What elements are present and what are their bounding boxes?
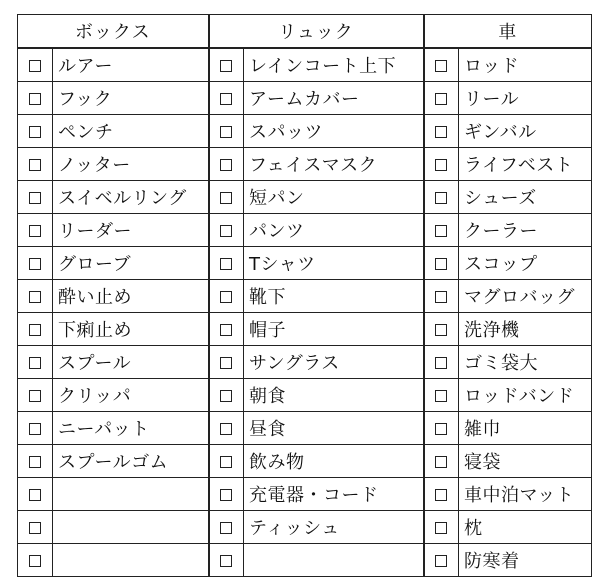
backpack-item-checkbox[interactable] — [220, 324, 232, 336]
box-item-checkbox[interactable] — [29, 357, 41, 369]
box-item-label — [53, 544, 209, 577]
box-checkbox-cell — [18, 280, 53, 313]
car-item-label: スコップ — [459, 247, 592, 280]
car-checkbox-cell — [424, 247, 459, 280]
backpack-item-label: 帽子 — [244, 313, 424, 346]
box-item-checkbox[interactable] — [29, 522, 41, 534]
box-item-checkbox[interactable] — [29, 126, 41, 138]
car-checkbox-cell — [424, 280, 459, 313]
car-checkbox-cell — [424, 379, 459, 412]
car-item-label: ギンバル — [459, 115, 592, 148]
backpack-item-checkbox[interactable] — [220, 555, 232, 567]
backpack-item-checkbox[interactable] — [220, 522, 232, 534]
table-row — [18, 379, 592, 412]
backpack-item-label: スパッツ — [244, 115, 424, 148]
header-backpack: リュック — [209, 15, 424, 49]
car-item-label: マグロバッグ — [459, 280, 592, 313]
box-item-label — [53, 478, 209, 511]
backpack-checkbox-cell — [209, 544, 244, 577]
box-item-label: 下痢止め — [53, 313, 209, 346]
car-item-checkbox[interactable] — [435, 126, 447, 138]
backpack-item-checkbox[interactable] — [220, 159, 232, 171]
backpack-checkbox-cell — [209, 148, 244, 181]
backpack-item-checkbox[interactable] — [220, 357, 232, 369]
table-row — [18, 511, 592, 544]
backpack-item-label — [244, 544, 424, 577]
box-item-checkbox[interactable] — [29, 423, 41, 435]
backpack-checkbox-cell — [209, 115, 244, 148]
box-checkbox-cell — [18, 247, 53, 280]
car-item-checkbox[interactable] — [435, 456, 447, 468]
car-item-label: 雑巾 — [459, 412, 592, 445]
table-row — [18, 181, 592, 214]
backpack-checkbox-cell — [209, 313, 244, 346]
table-row — [18, 280, 592, 313]
box-item-checkbox[interactable] — [29, 324, 41, 336]
car-checkbox-cell — [424, 148, 459, 181]
backpack-item-label: アームカバー — [244, 82, 424, 115]
backpack-checkbox-cell — [209, 247, 244, 280]
table-row — [18, 544, 592, 577]
table-row — [18, 445, 592, 478]
car-checkbox-cell — [424, 82, 459, 115]
box-checkbox-cell — [18, 511, 53, 544]
backpack-checkbox-cell — [209, 280, 244, 313]
car-item-checkbox[interactable] — [435, 357, 447, 369]
car-item-checkbox[interactable] — [435, 489, 447, 501]
backpack-item-checkbox[interactable] — [220, 489, 232, 501]
car-item-checkbox[interactable] — [435, 225, 447, 237]
box-checkbox-cell — [18, 82, 53, 115]
box-item-label: フック — [53, 82, 209, 115]
table-row — [18, 247, 592, 280]
packing-checklist-table — [17, 14, 592, 577]
car-checkbox-cell — [424, 346, 459, 379]
header-row — [18, 15, 592, 49]
box-item-label: スプールゴム — [53, 445, 209, 478]
backpack-item-checkbox[interactable] — [220, 390, 232, 402]
car-item-label: クーラー — [459, 214, 592, 247]
backpack-checkbox-cell — [209, 82, 244, 115]
car-checkbox-cell — [424, 412, 459, 445]
box-item-label: 酔い止め — [53, 280, 209, 313]
backpack-item-label: 飲み物 — [244, 445, 424, 478]
backpack-item-checkbox[interactable] — [220, 126, 232, 138]
backpack-item-label: ティッシュ — [244, 511, 424, 544]
backpack-checkbox-cell — [209, 478, 244, 511]
table-row — [18, 148, 592, 181]
car-item-label: 防寒着 — [459, 544, 592, 577]
backpack-checkbox-cell — [209, 511, 244, 544]
backpack-item-checkbox[interactable] — [220, 192, 232, 204]
header-car: 車 — [424, 15, 592, 49]
box-item-label: リーダー — [53, 214, 209, 247]
box-checkbox-cell — [18, 181, 53, 214]
backpack-item-label: サングラス — [244, 346, 424, 379]
car-item-checkbox[interactable] — [435, 192, 447, 204]
box-item-checkbox[interactable] — [29, 60, 41, 72]
car-item-label: 洗浄機 — [459, 313, 592, 346]
car-item-checkbox[interactable] — [435, 522, 447, 534]
box-item-checkbox[interactable] — [29, 192, 41, 204]
box-checkbox-cell — [18, 346, 53, 379]
car-item-label: ロッド — [459, 48, 592, 82]
box-item-label: スプール — [53, 346, 209, 379]
backpack-checkbox-cell — [209, 445, 244, 478]
header-box: ボックス — [18, 15, 209, 49]
table-row — [18, 313, 592, 346]
car-item-checkbox[interactable] — [435, 159, 447, 171]
backpack-item-label: パンツ — [244, 214, 424, 247]
car-item-checkbox[interactable] — [435, 258, 447, 270]
box-item-checkbox[interactable] — [29, 225, 41, 237]
table-row — [18, 115, 592, 148]
backpack-item-checkbox[interactable] — [220, 291, 232, 303]
car-item-checkbox[interactable] — [435, 390, 447, 402]
box-item-checkbox[interactable] — [29, 159, 41, 171]
table-row — [18, 214, 592, 247]
box-item-checkbox[interactable] — [29, 258, 41, 270]
box-item-checkbox[interactable] — [29, 456, 41, 468]
backpack-item-label: Tシャツ — [244, 247, 424, 280]
backpack-item-checkbox[interactable] — [220, 423, 232, 435]
backpack-item-label: フェイスマスク — [244, 148, 424, 181]
car-checkbox-cell — [424, 313, 459, 346]
table-row — [18, 82, 592, 115]
box-checkbox-cell — [18, 115, 53, 148]
car-item-checkbox[interactable] — [435, 555, 447, 567]
box-item-checkbox[interactable] — [29, 93, 41, 105]
car-checkbox-cell — [424, 115, 459, 148]
backpack-checkbox-cell — [209, 214, 244, 247]
box-checkbox-cell — [18, 412, 53, 445]
box-item-label: スイベルリング — [53, 181, 209, 214]
table-row — [18, 478, 592, 511]
car-item-label: 車中泊マット — [459, 478, 592, 511]
box-item-label: グローブ — [53, 247, 209, 280]
backpack-checkbox-cell — [209, 48, 244, 82]
car-checkbox-cell — [424, 445, 459, 478]
box-item-label: ペンチ — [53, 115, 209, 148]
car-item-checkbox[interactable] — [435, 291, 447, 303]
backpack-item-checkbox[interactable] — [220, 60, 232, 72]
backpack-item-checkbox[interactable] — [220, 258, 232, 270]
backpack-checkbox-cell — [209, 346, 244, 379]
box-item-checkbox[interactable] — [29, 489, 41, 501]
car-item-label: 寝袋 — [459, 445, 592, 478]
car-checkbox-cell — [424, 181, 459, 214]
box-item-checkbox[interactable] — [29, 390, 41, 402]
backpack-item-checkbox[interactable] — [220, 456, 232, 468]
car-checkbox-cell — [424, 478, 459, 511]
car-checkbox-cell — [424, 511, 459, 544]
checklist-body — [18, 48, 592, 577]
box-checkbox-cell — [18, 214, 53, 247]
box-checkbox-cell — [18, 148, 53, 181]
backpack-item-label: 昼食 — [244, 412, 424, 445]
car-item-label: リール — [459, 82, 592, 115]
backpack-item-label: 短パン — [244, 181, 424, 214]
car-checkbox-cell — [424, 214, 459, 247]
box-checkbox-cell — [18, 379, 53, 412]
backpack-checkbox-cell — [209, 412, 244, 445]
table-row — [18, 412, 592, 445]
backpack-checkbox-cell — [209, 181, 244, 214]
box-item-label: ノッター — [53, 148, 209, 181]
box-item-checkbox[interactable] — [29, 555, 41, 567]
car-checkbox-cell — [424, 48, 459, 82]
box-item-label: ニーパット — [53, 412, 209, 445]
car-item-label: ライフベスト — [459, 148, 592, 181]
car-item-label: ゴミ袋大 — [459, 346, 592, 379]
car-item-checkbox[interactable] — [435, 60, 447, 72]
backpack-item-label: 充電器・コード — [244, 478, 424, 511]
box-checkbox-cell — [18, 48, 53, 82]
backpack-item-checkbox[interactable] — [220, 225, 232, 237]
box-checkbox-cell — [18, 544, 53, 577]
backpack-item-label: レインコート上下 — [244, 48, 424, 82]
box-item-label: ルアー — [53, 48, 209, 82]
backpack-item-checkbox[interactable] — [220, 93, 232, 105]
backpack-checkbox-cell — [209, 379, 244, 412]
car-item-label: 枕 — [459, 511, 592, 544]
box-item-label: クリッパ — [53, 379, 209, 412]
backpack-item-label: 朝食 — [244, 379, 424, 412]
box-checkbox-cell — [18, 445, 53, 478]
box-item-label — [53, 511, 209, 544]
table-row — [18, 48, 592, 82]
table-row — [18, 346, 592, 379]
car-item-checkbox[interactable] — [435, 423, 447, 435]
car-checkbox-cell — [424, 544, 459, 577]
box-checkbox-cell — [18, 313, 53, 346]
car-item-label: ロッドバンド — [459, 379, 592, 412]
backpack-item-label: 靴下 — [244, 280, 424, 313]
car-item-checkbox[interactable] — [435, 324, 447, 336]
box-checkbox-cell — [18, 478, 53, 511]
box-item-checkbox[interactable] — [29, 291, 41, 303]
car-item-checkbox[interactable] — [435, 93, 447, 105]
car-item-label: シューズ — [459, 181, 592, 214]
